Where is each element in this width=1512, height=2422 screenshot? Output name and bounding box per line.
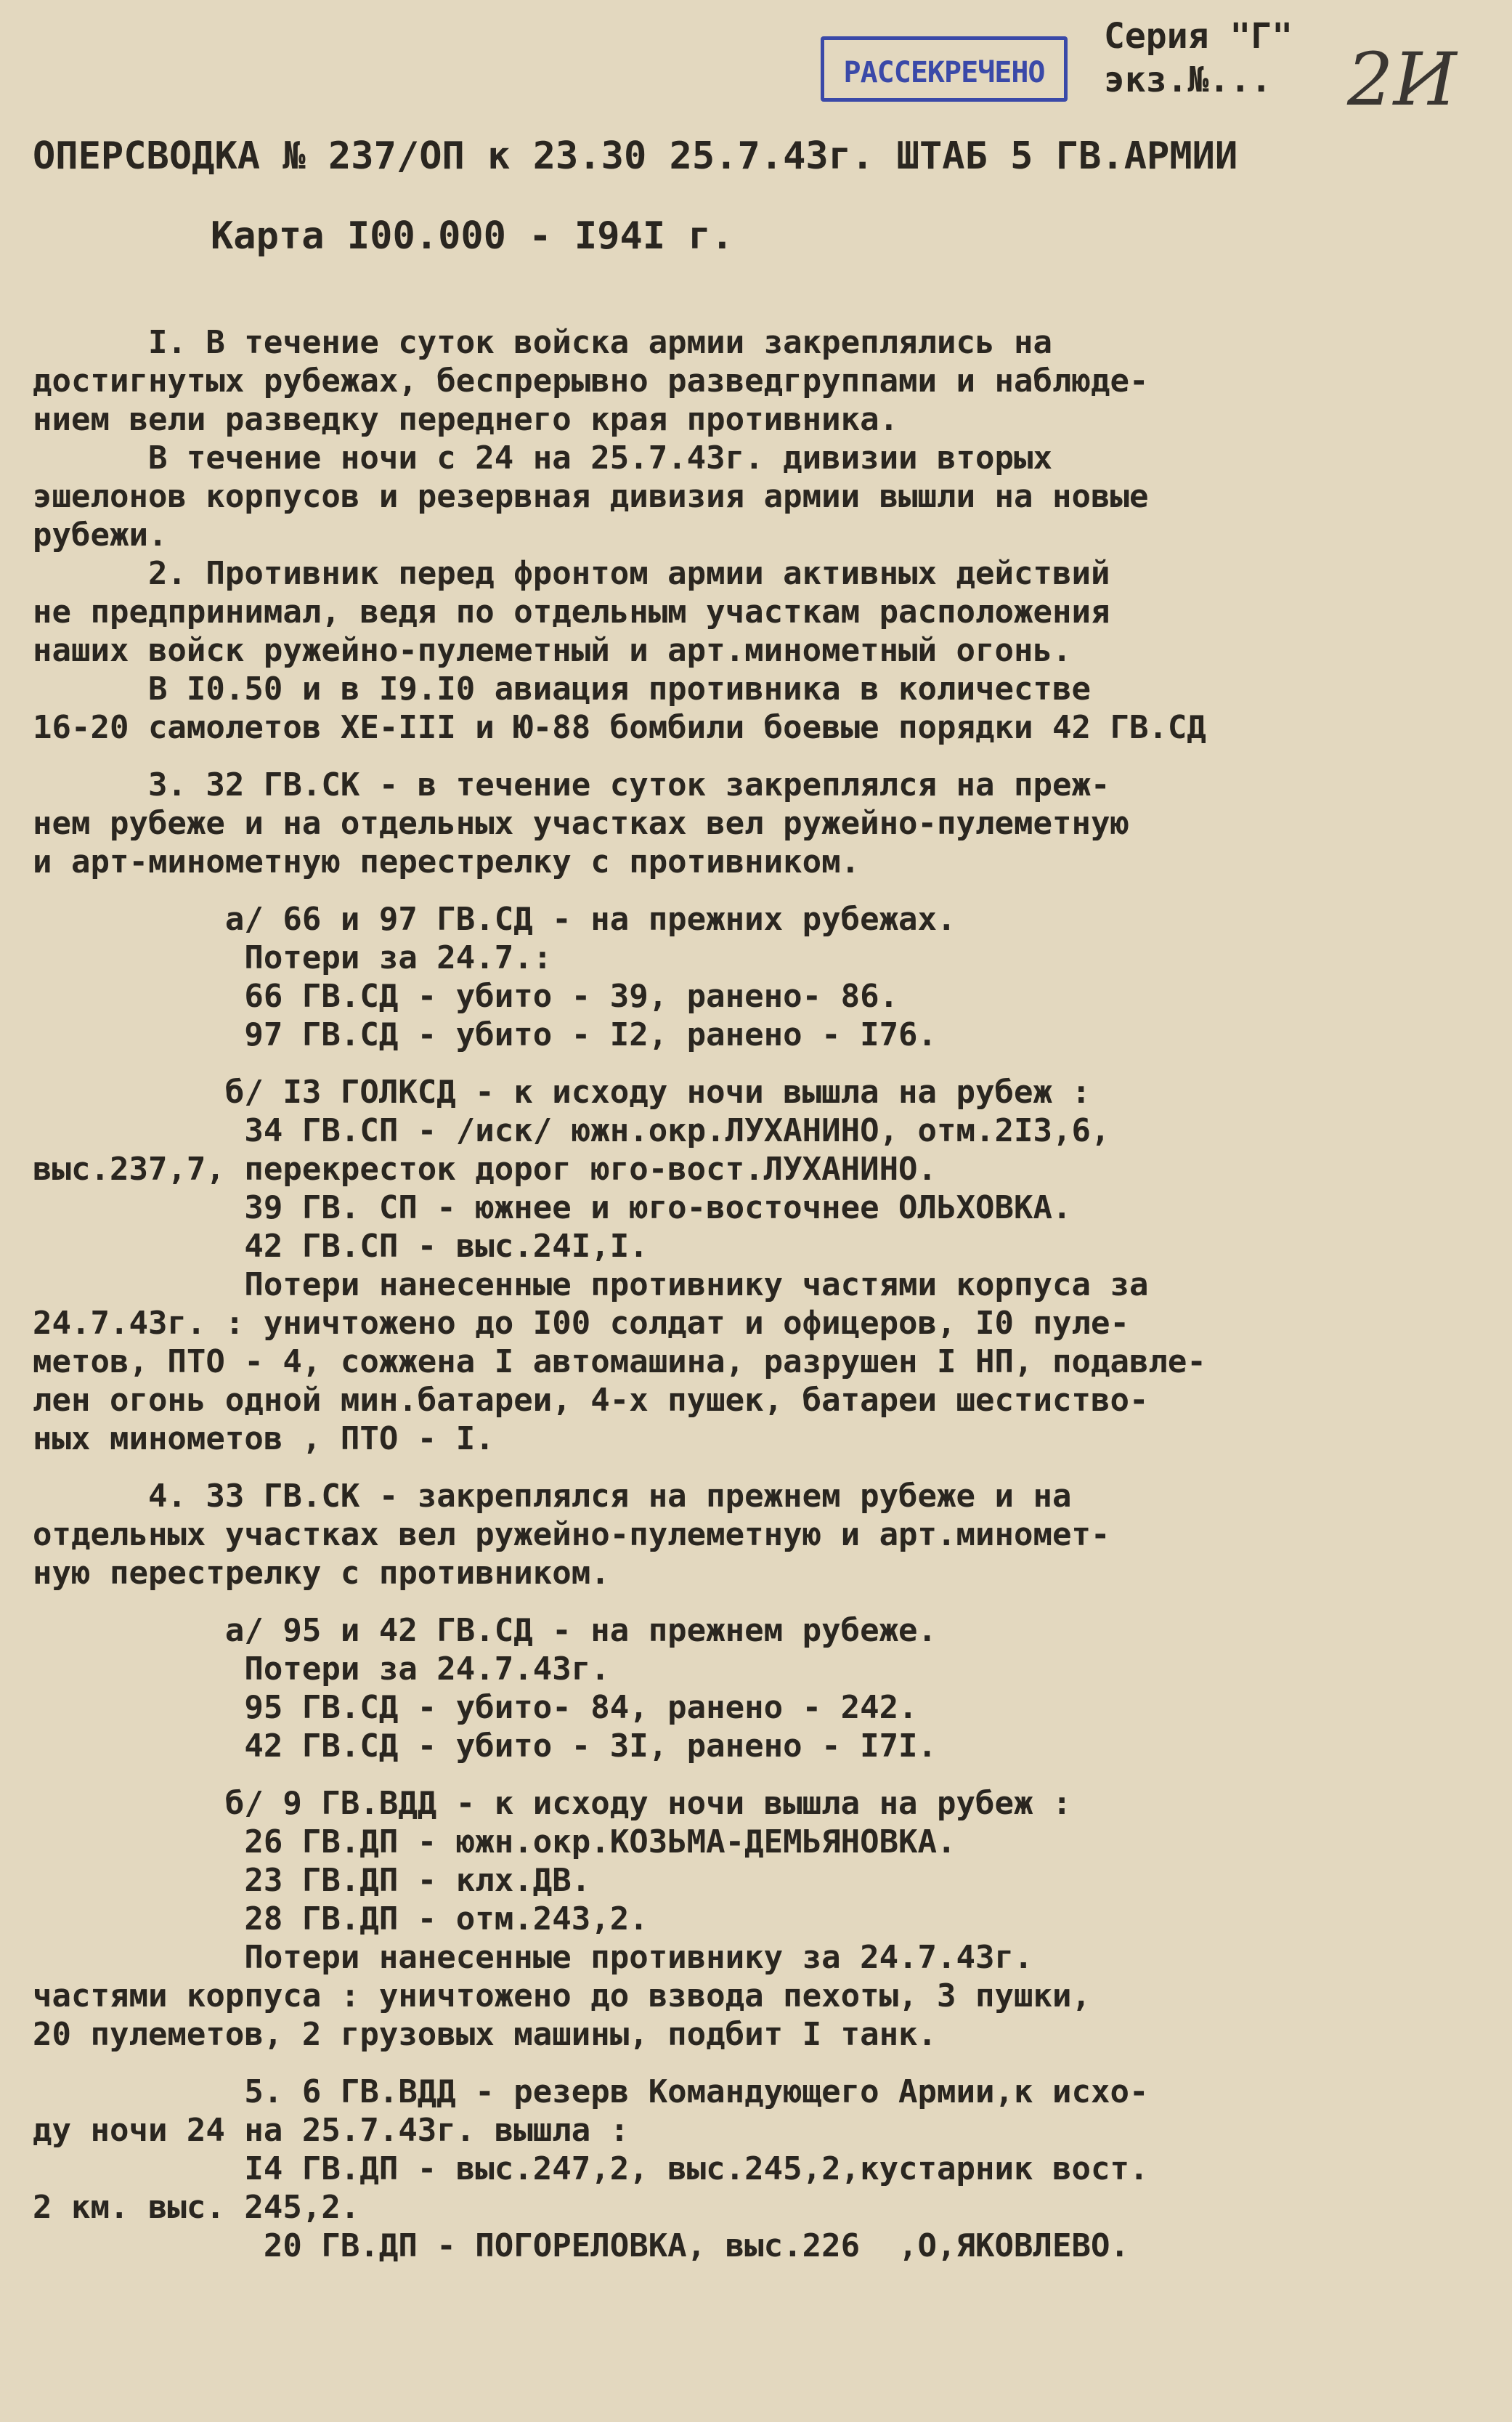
paragraph-gap [33,1458,1492,1477]
text-line: нем рубеже и на отдельных участках вел ружейно-пулеметную [33,805,1129,842]
text-line: 16-20 самолетов ХЕ-III и Ю-88 бомбили боевые порядки 42 ГВ.СД [33,709,1206,746]
text-line: наших войск ружейно-пулеметный и арт.минометный огонь. [33,632,1072,669]
text-line: 66 ГВ.СД - убито - 39, ранено- 86. [33,978,899,1015]
text-line: 34 ГВ.СП - /иск/ южн.окр.ЛУХАНИНО, отм.2I3,6, [33,1112,1110,1149]
text-line: 5. 6 ГВ.ВДД - резерв Командующего Армии,к исхо- [33,2073,1149,2110]
text-line: ную перестрелку с противником. [33,1555,610,1592]
series-mark [1104,15,1293,102]
series-line-2: экз.№... [1104,60,1272,100]
text-line: достигнутых рубежах, беспрерывно разведгруппами и наблюде- [33,363,1149,400]
text-line: Потери нанесенные противнику за 24.7.43г. [33,1939,1033,1976]
text-line: эшелонов корпусов и резервная дивизия армии вышли на новые [33,478,1149,515]
text-line: 20 ГВ.ДП - ПОГОРЕЛОВКА, выс.226 ,О,ЯКОВЛЕВО. [33,2227,1129,2264]
text-line: а/ 95 и 42 ГВ.СД - на прежнем рубеже. [33,1612,938,1649]
paragraph-gap [33,2054,1492,2073]
text-line: б/ I3 ГОЛКСД - к исходу ночи вышла на рубеж : [33,1074,1091,1111]
text-line: частями корпуса : уничтожено до взвода пехоты, 3 пушки, [33,1977,1091,2014]
text-line: 42 ГВ.СД - убито - 3I, ранено - I7I. [33,1728,938,1765]
paragraph-gap [33,747,1492,766]
text-line: 3. 32 ГВ.СК - в течение суток закреплялся на преж- [33,766,1110,803]
text-line: метов, ПТО - 4, сожжена I автомашина, разрушен I НП, подавле- [33,1343,1206,1380]
text-line: и арт-минометную перестрелку с противником. [33,843,861,880]
text-line: 2. Противник перед фронтом армии активных действий [33,555,1110,592]
text-line: лен огонь одной мин.батареи, 4-х пушек, батареи шестиство- [33,1382,1149,1419]
text-line: рубежи. [33,517,168,554]
text-line: 97 ГВ.СД - убито - I2, ранено - I76. [33,1016,938,1053]
text-line: В I0.50 и в I9.I0 авиация противника в количестве [33,671,1091,708]
paragraph-gap [33,1765,1492,1784]
text-line: не предпринимал, ведя по отдельным участкам расположения [33,594,1110,631]
text-line: 23 ГВ.ДП - клх.ДВ. [33,1862,591,1899]
paragraph-gap [33,1054,1492,1073]
text-line: 95 ГВ.СД - убито- 84, ранено - 242. [33,1689,918,1726]
text-line: ных минометов , ПТО - I. [33,1420,495,1457]
declassified-stamp: РАССЕКРЕЧЕНО [821,36,1068,102]
text-line: а/ 66 и 97 ГВ.СД - на прежних рубежах. [33,901,956,938]
handwritten-page-number: 2И [1347,37,1457,122]
text-line: I4 ГВ.ДП - выс.247,2, выс.245,2,кустарник вост. [33,2150,1149,2187]
document-heading: ОПЕРСВОДКА № 237/ОП к 23.30 25.7.43г. ШТАБ 5 ГВ.АРМИИ [33,134,1238,178]
text-line: 2 км. выс. 245,2. [33,2189,360,2226]
text-line: Потери за 24.7.: [33,939,553,976]
paragraph-gap [33,881,1492,900]
text-line: 4. 33 ГВ.СК - закреплялся на прежнем рубеже и на [33,1478,1072,1515]
text-line: I. В течение суток войска армии закреплялись на [33,324,1052,361]
text-line: выс.237,7, перекресток дорог юго-вост.ЛУХАНИНО. [33,1151,938,1188]
map-reference: Карта I00.000 - I94I г. [211,214,734,258]
text-line: 26 ГВ.ДП - южн.окр.КОЗЬМА-ДЕМЬЯНОВКА. [33,1823,956,1860]
text-line: Потери нанесенные противнику частями корпуса за [33,1266,1149,1303]
series-line-1: Серия "Г" [1104,16,1293,57]
text-line: 24.7.43г. : уничтожено до I00 солдат и офицеров, I0 пуле- [33,1305,1129,1342]
text-line: нием вели разведку переднего края противника. [33,401,899,438]
text-line: 28 ГВ.ДП - отм.243,2. [33,1900,649,1937]
text-line: Потери за 24.7.43г. [33,1651,610,1688]
paragraph-gap [33,1592,1492,1611]
text-line: 20 пулеметов, 2 грузовых машины, подбит I танк. [33,2016,938,2053]
text-line: б/ 9 ГВ.ВДД - к исходу ночи вышла на рубеж : [33,1785,1072,1822]
text-line: В течение ночи с 24 на 25.7.43г. дивизии вторых [33,440,1052,477]
text-line: 42 ГВ.СП - выс.24I,I. [33,1228,649,1265]
text-line: отдельных участках вел ружейно-пулеметную и арт.миномет- [33,1516,1110,1553]
text-line: ду ночи 24 на 25.7.43г. вышла : [33,2112,630,2149]
report-body [33,323,1492,2265]
text-line: 39 ГВ. СП - южнее и юго-восточнее ОЛЬХОВКА. [33,1189,1072,1226]
